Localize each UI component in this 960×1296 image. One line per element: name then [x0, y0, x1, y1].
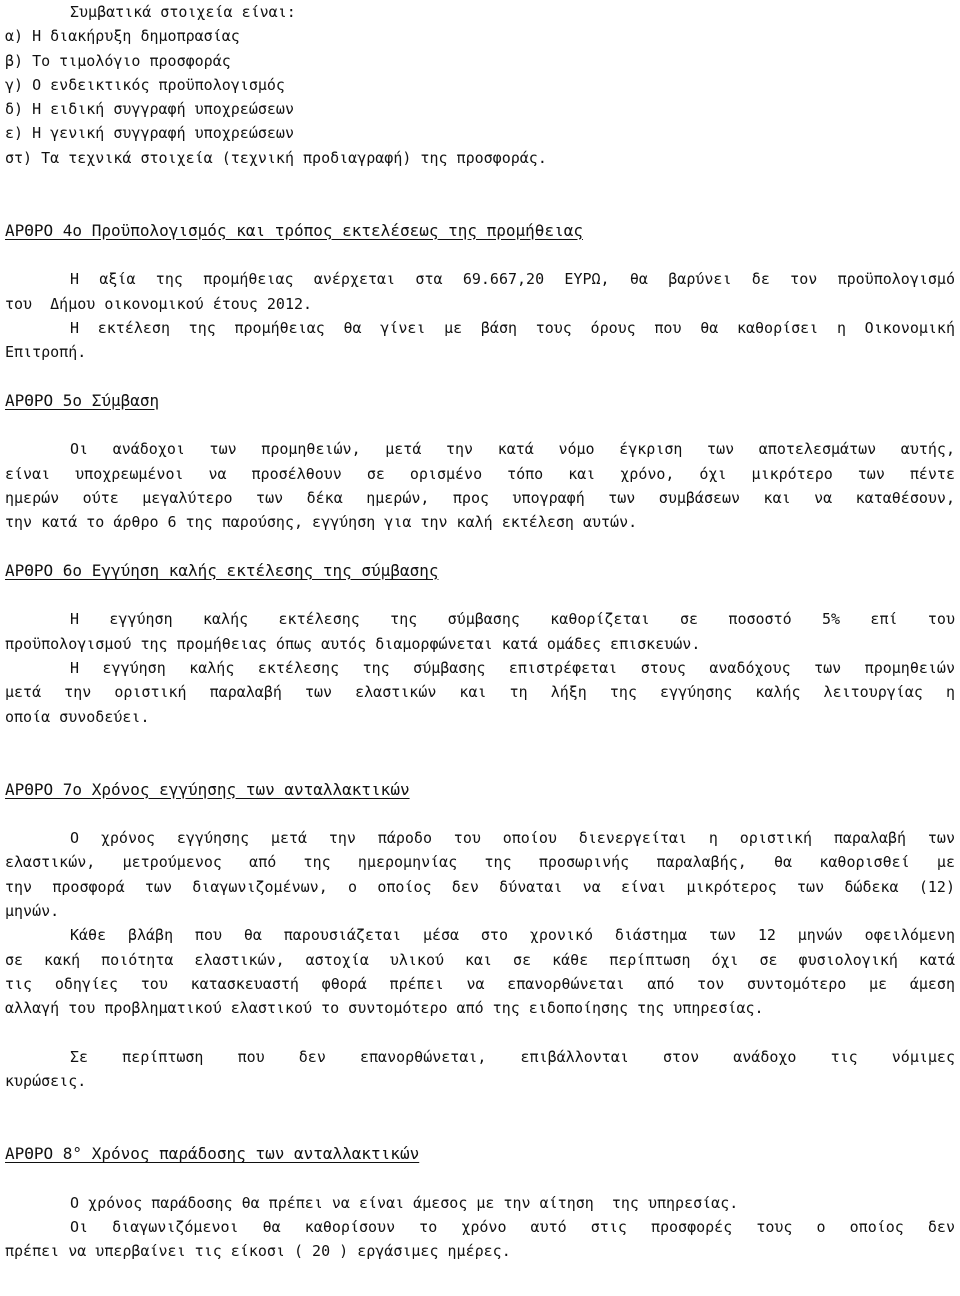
contract-element-item: στ) Τα τεχνικά στοιχεία (τεχνική προδιαγραφή) της προσφοράς.: [5, 148, 547, 167]
document-page: [5, 0, 955, 1263]
article-4-text: Επιτροπή.: [5, 343, 87, 362]
article-7-text: κυρώσεις.: [5, 1072, 87, 1091]
contract-element-item: γ) Ο ενδεικτικός προϋπολογισμός: [5, 75, 285, 94]
article-6-text: μετά την οριστική παραλαβή των ελαστικών και τη λήξη της εγγύησης καλής λειτουργίας η: [5, 683, 955, 702]
article-7-heading: ΑΡΘΡΟ 7ο Χρόνος εγγύησης των ανταλλακτικών: [5, 779, 410, 799]
contract-element-item: δ) Η ειδική συγγραφή υποχρεώσεων: [5, 100, 294, 119]
article-8-text: Οι διαγωνιζόμενοι θα καθορίσουν το χρόνο αυτό στις προσφορές τους ο οποίος δεν: [70, 1217, 955, 1236]
article-7-text: αλλαγή του προβληματικού ελαστικού το συντομότερο από της ειδοποίησης της υπηρεσίας.: [5, 999, 764, 1018]
article-8-heading: ΑΡΘΡΟ 8° Χρόνος παράδοσης των ανταλλακτικών: [5, 1143, 420, 1163]
article-5-text: την κατά το άρθρο 6 της παρούσης, εγγύηση για την καλή εκτέλεση αυτών.: [5, 513, 638, 532]
article-6-text: οποία συνοδεύει.: [5, 707, 150, 726]
article-7-text: σε κακή ποιότητα ελαστικών, αστοχία υλικού και σε κάθε περίπτωση όχι σε φυσιολογική κατά: [5, 950, 955, 969]
article-6-text: Η εγγύηση καλής εκτέλεσης της σύμβασης επιστρέφεται στους αναδόχους των προμηθειών: [70, 659, 955, 678]
contract-element-item: α) Η διακήρυξη δημοπρασίας: [5, 27, 240, 46]
article-7-text: ελαστικών, μετρούμενος από της ημερομηνίας της προσωρινής παραλαβής, θα καθορισθεί με: [5, 853, 955, 872]
article-6-text: προϋπολογισμού της προμήθειας όπως αυτός διαμορφώνεται κατά ομάδες επισκευών.: [5, 634, 701, 653]
article-7-text: Κάθε βλάβη που θα παρουσιάζεται μέσα στο χρονικό διάστημα των 12 μηνών οφειλόμενη: [70, 926, 955, 945]
article-4-text: Η αξία της προμήθειας ανέρχεται στα 69.667,20 ΕΥΡΩ, θα βαρύνει δε τον προϋπολογισμό: [70, 270, 955, 289]
article-8-text: πρέπει να υπερβαίνει τις είκοσι ( 20 ) εργάσιμες ημέρες.: [5, 1242, 511, 1261]
contract-elements-title: Συμβατικά στοιχεία είναι:: [70, 3, 296, 21]
article-4-text: Η εκτέλεση της προμήθειας θα γίνει με βάση τους όρους που θα καθορίσει η Οικονομική: [70, 318, 955, 337]
article-6-text: Η εγγύηση καλής εκτέλεσης της σύμβασης καθορίζεται σε ποσοστό 5% επί του: [70, 610, 955, 629]
article-5-heading: ΑΡΘΡΟ 5ο Σύμβαση: [5, 390, 160, 410]
contract-element-item: ε) Η γενική συγγραφή υποχρεώσεων: [5, 124, 294, 143]
article-7-text: Ο χρόνος εγγύησης μετά την πάροδο του οποίου διενεργείται η οριστική παραλαβή των: [70, 829, 955, 848]
article-7-text: τις οδηγίες του κατασκευαστή φθορά πρέπει να επανορθώνεται από τον συντομότερο με άμεση: [5, 974, 955, 993]
article-5-text: Οι ανάδοχοι των προμηθειών, μετά την κατά νόμο έγκριση των αποτελεσμάτων αυτής,: [70, 440, 955, 459]
article-8-text: Ο χρόνος παράδοσης θα πρέπει να είναι άμεσος με την αίτηση της υπηρεσίας.: [70, 1193, 739, 1212]
article-4-text: του Δήμου οικονομικού έτους 2012.: [5, 294, 313, 313]
article-7-text: Σε περίπτωση που δεν επανορθώνεται, επιβάλλονται στον ανάδοχο τις νόμιμες: [70, 1047, 955, 1066]
article-7-text: μηνών.: [5, 901, 60, 920]
article-4-heading: ΑΡΘΡΟ 4ο Προϋπολογισμός και τρόπος εκτελέσεως της προμήθειας: [5, 220, 583, 240]
article-7-text: την προσφορά των διαγωνιζομένων, ο οποίος δεν δύναται να είναι μικρότερος των δώδεκα (12): [5, 877, 955, 896]
article-6-heading: ΑΡΘΡΟ 6ο Εγγύηση καλής εκτέλεσης της σύμβασης: [5, 560, 439, 580]
article-5-text: ημερών ούτε μεγαλύτερο των δέκα ημερών, προς υπογραφή των συμβάσεων και να καταθέσουν,: [5, 488, 955, 507]
article-5-text: είναι υποχρεωμένοι να προσέλθουν σε ορισμένο τόπο και χρόνο, όχι μικρότερο των πέντε: [5, 464, 955, 483]
contract-element-item: β) Το τιμολόγιο προσφοράς: [5, 51, 231, 70]
